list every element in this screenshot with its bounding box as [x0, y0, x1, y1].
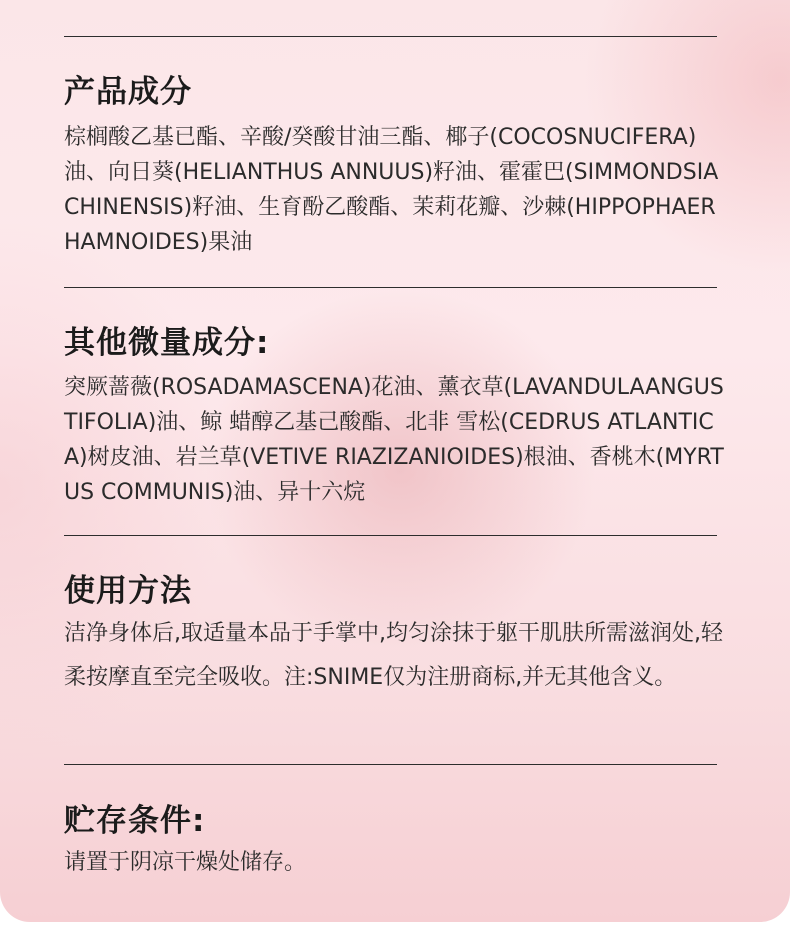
divider	[64, 36, 717, 37]
section-heading-ingredients: 产品成分	[64, 74, 192, 110]
divider	[64, 287, 717, 288]
section-heading-storage: 贮存条件:	[64, 803, 206, 839]
divider	[64, 764, 717, 765]
section-heading-trace-ingredients: 其他微量成分:	[64, 325, 270, 361]
section-text-trace-ingredients: 突厥蔷薇(ROSADAMASCENA)花油、薰衣草(LAVANDULAANGUSTIFOLIA)油、鲸 蜡醇乙基己酸酯、北非 雪松(CEDRUS ATLANTICA)树皮油、岩兰草(VETIVE RIAZIZANIOIDES)根油、香桃木(MYRTUS COMMUNIS)油、异十六烷	[64, 375, 724, 505]
section-text-ingredients: 棕榈酸乙基已酯、辛酸/癸酸甘油三酯、椰子(COCOSNUCIFERA)油、向日葵(HELIANTHUS ANNUUS)籽油、霍霍巴(SIMMONDSIACHINENSIS)籽油、生育酚乙酸酯、茉莉花瓣、沙棘(HIPPOPHAERHAMNOIDES)果油	[64, 125, 719, 255]
divider	[64, 535, 717, 536]
section-text-usage: 洁净身体后,取适量本品于手掌中,均匀涂抹于躯干肌肤所需滋润处,轻柔按摩直至完全吸收。注:SNIME仅为注册商标,并无其他含义。	[64, 621, 723, 690]
section-heading-usage: 使用方法	[64, 573, 192, 609]
section-text-storage: 请置于阴凉干燥处储存。	[64, 850, 307, 875]
